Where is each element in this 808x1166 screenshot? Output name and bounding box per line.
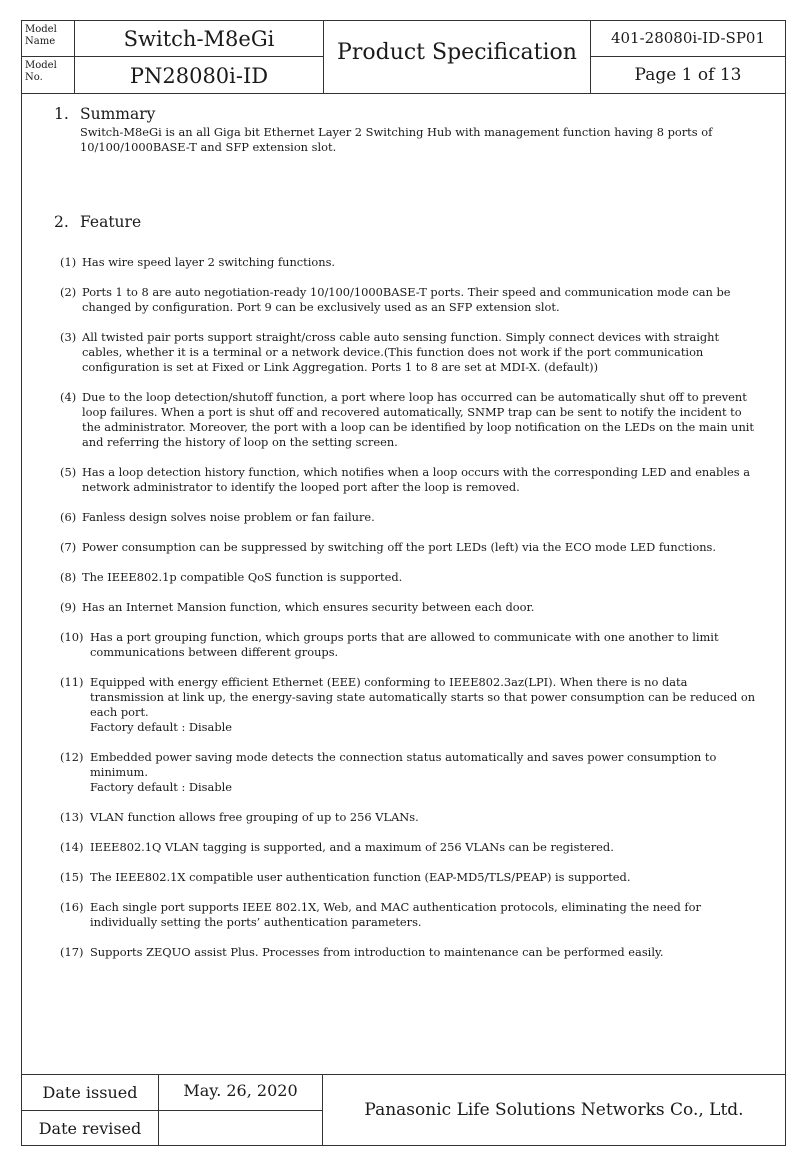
feature-item-number: (7) [60, 540, 77, 554]
feature-item-number: (6) [60, 510, 77, 524]
feature-item-text: Supports ZEQUO assist Plus. Processes from introduction to maintenance can be performed easily. [90, 945, 664, 959]
feature-heading [54, 213, 141, 231]
feature-item [60, 870, 760, 885]
feature-item-text: Power consumption can be suppressed by switching off the port LEDs (left) via the ECO mode LED functions. [82, 540, 716, 554]
company-name: Panasonic Life Solutions Networks Co., Ltd. [364, 1100, 744, 1120]
feature-item [60, 540, 760, 555]
page-indicator: Page 1 of 13 [634, 65, 742, 85]
feature-item-text: Due to the loop detection/shutoff function, a port where loop has occurred can be automatically shut off to prevent loop failures. When a port is shut off and recovered automatically, SNMP trap can be sent to notify the incident to the administrator. Moreover, the port with a loop can be identified by loop notification on the LEDs on the main unit and referring the history of loop on the setting screen. [82, 390, 755, 449]
footer-block [22, 1074, 785, 1146]
feature-item-number: (5) [60, 465, 77, 479]
feature-item-text: All twisted pair ports support straight/cross cable auto sensing function. Simply connect devices with straight cables, whether it is a terminal or a network device.(This function does not work if the port communication configuration is set at Fixed or Link Aggregation. Ports 1 to 8 are set at MDI-X. (default)) [82, 330, 720, 374]
feature-item [60, 510, 760, 525]
feature-item-number: (16) [60, 900, 84, 914]
feature-item-number: (17) [60, 945, 84, 959]
feature-item [60, 630, 760, 660]
feature-list [60, 255, 760, 975]
feature-item [60, 330, 760, 375]
feature-item-number: (10) [60, 630, 84, 644]
document-title: Product Specification [337, 40, 577, 65]
feature-item [60, 675, 760, 735]
document-frame [21, 20, 786, 1146]
date-issued-value: May. 26, 2020 [183, 1081, 298, 1100]
feature-item [60, 840, 760, 855]
feature-item-number: (14) [60, 840, 84, 854]
summary-title: Summary [80, 105, 156, 123]
feature-item [60, 810, 760, 825]
summary-text: Switch-M8eGi is an all Giga bit Ethernet Layer 2 Switching Hub with management function having 8 ports of 10/100/1000BASE-T and SFP extension slot. [80, 125, 713, 154]
feature-item-text: The IEEE802.1p compatible QoS function is supported. [82, 570, 403, 584]
feature-title: Feature [80, 213, 142, 231]
feature-number: 2. [54, 213, 69, 231]
feature-item [60, 465, 760, 495]
feature-item [60, 600, 760, 615]
feature-item-text: Has a port grouping function, which groups ports that are allowed to communicate with one another to limit communications between different groups. [90, 630, 719, 659]
document-id: 401-28080i-ID-SP01 [610, 29, 766, 47]
feature-item-text: Embedded power saving mode detects the connection status automatically and saves power consumption to minimum. [90, 750, 717, 779]
date-issued-label: Date issued [42, 1083, 138, 1102]
header-block [22, 21, 785, 94]
summary-number: 1. [54, 105, 69, 123]
feature-item-default: Factory default : Disable [90, 780, 232, 794]
feature-item [60, 390, 760, 450]
model-no-value: PN28080i-ID [129, 64, 269, 88]
feature-item-number: (11) [60, 675, 84, 689]
feature-item-text: Equipped with energy efficient Ethernet (EEE) conforming to IEEE802.3az(LPI). When there is no data transmission at link up, the energy-saving state automatically starts so that power consumption can be reduced on each port. [90, 675, 756, 719]
feature-item-default: Factory default : Disable [90, 720, 232, 734]
feature-item [60, 900, 760, 930]
summary-heading [54, 105, 155, 123]
feature-item-number: (2) [60, 285, 77, 299]
feature-item-text: Has an Internet Mansion function, which ensures security between each door. [82, 600, 535, 614]
feature-item-number: (15) [60, 870, 84, 884]
feature-item-number: (3) [60, 330, 77, 344]
feature-item-text: VLAN function allows free grouping of up to 256 VLANs. [90, 810, 419, 824]
feature-item-number: (13) [60, 810, 84, 824]
feature-item [60, 255, 760, 270]
feature-item [60, 285, 760, 315]
feature-item-text: IEEE802.1Q VLAN tagging is supported, and a maximum of 256 VLANs can be registered. [90, 840, 614, 854]
feature-item-text: Ports 1 to 8 are auto negotiation-ready 10/100/1000BASE-T ports. Their speed and communication mode can be changed by configuration. Port 9 can be exclusively used as an SFP extension slot. [82, 285, 731, 314]
feature-item-number: (8) [60, 570, 77, 584]
date-revised-value [159, 1111, 322, 1146]
feature-item [60, 945, 760, 960]
model-name-label: Model Name [25, 24, 57, 47]
feature-item-number: (9) [60, 600, 77, 614]
feature-item-number: (4) [60, 390, 77, 404]
feature-item-text: Has a loop detection history function, which notifies when a loop occurs with the corresponding LED and enables a network administrator to identify the looped port after the loop is removed. [82, 465, 750, 494]
date-revised-label: Date revised [38, 1119, 142, 1138]
model-name-value: Switch-M8eGi [123, 27, 275, 51]
feature-item-text: Has wire speed layer 2 switching functions. [82, 255, 336, 269]
model-no-label: Model No. [25, 60, 57, 83]
feature-item-text: Each single port supports IEEE 802.1X, Web, and MAC authentication protocols, eliminating the need for individually setting the ports’ authentication parameters. [90, 900, 701, 929]
feature-item-number: (1) [60, 255, 77, 269]
feature-item [60, 570, 760, 585]
feature-item-text: The IEEE802.1X compatible user authentication function (EAP-MD5/TLS/PEAP) is supported. [90, 870, 631, 884]
feature-item [60, 750, 760, 795]
feature-item-text: Fanless design solves noise problem or fan failure. [82, 510, 375, 524]
feature-item-number: (12) [60, 750, 84, 764]
